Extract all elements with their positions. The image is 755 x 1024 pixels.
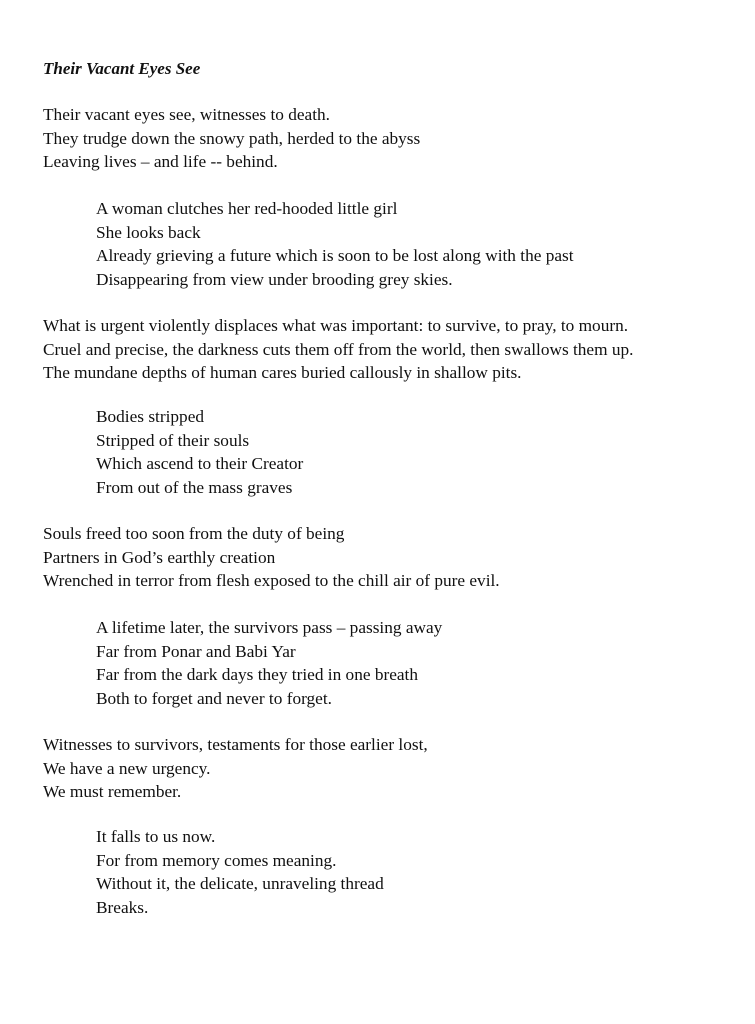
poem-line: Partners in God’s earthly creation <box>43 547 276 567</box>
poem-line: Their vacant eyes see, witnesses to death. <box>43 105 330 124</box>
stanza-2 <box>96 197 574 291</box>
poem-line: A lifetime later, the survivors pass – passing away <box>96 618 443 637</box>
poem-line: Already grieving a future which is soon to be lost along with the past <box>96 246 574 265</box>
poem-line: For from memory comes meaning. <box>96 850 337 870</box>
poem-line: Disappearing from view under brooding grey skies. <box>96 269 453 289</box>
stanza-3 <box>43 314 633 385</box>
poem-line: A woman clutches her red-hooded little girl <box>96 199 398 218</box>
poem-line: We have a new urgency. <box>43 758 211 778</box>
poem-line: They trudge down the snowy path, herded to the abyss <box>43 128 421 148</box>
poem-line: We must remember. <box>43 782 182 801</box>
poem-line: Breaks. <box>96 897 149 917</box>
stanza-1 <box>43 103 420 174</box>
stanza-4 <box>96 405 303 499</box>
stanza-8 <box>96 825 384 919</box>
poem-line: Wrenched in terror from flesh exposed to the chill air of pure evil. <box>43 571 500 590</box>
poem-line: Witnesses to survivors, testaments for those earlier lost, <box>43 735 428 754</box>
poem-line: Leaving lives – and life -- behind. <box>43 152 278 171</box>
poem-line: Which ascend to their Creator <box>96 454 304 473</box>
poem-line: Cruel and precise, the darkness cuts them off from the world, then swallows them up. <box>43 339 634 359</box>
poem-line: She looks back <box>96 222 201 242</box>
stanza-7 <box>43 733 428 804</box>
poem-title: Their Vacant Eyes See <box>43 59 201 78</box>
stanza-5 <box>43 522 500 593</box>
poem-line: Souls freed too soon from the duty of being <box>43 524 345 543</box>
poem-line: Far from Ponar and Babi Yar <box>96 641 296 661</box>
poem-line: From out of the mass graves <box>96 477 293 497</box>
poem-line: Both to forget and never to forget. <box>96 688 332 708</box>
poem-line: Without it, the delicate, unraveling thread <box>96 874 384 893</box>
poem-line: Far from the dark days they tried in one breath <box>96 665 418 684</box>
poem-line: Stripped of their souls <box>96 430 250 450</box>
poem-line: Bodies stripped <box>96 407 204 426</box>
poem-line: What is urgent violently displaces what was important: to survive, to pray, to mourn. <box>43 316 629 335</box>
poem-line: The mundane depths of human cares buried callously in shallow pits. <box>43 363 522 382</box>
poem-line: It falls to us now. <box>96 827 216 846</box>
stanza-6 <box>96 616 442 710</box>
